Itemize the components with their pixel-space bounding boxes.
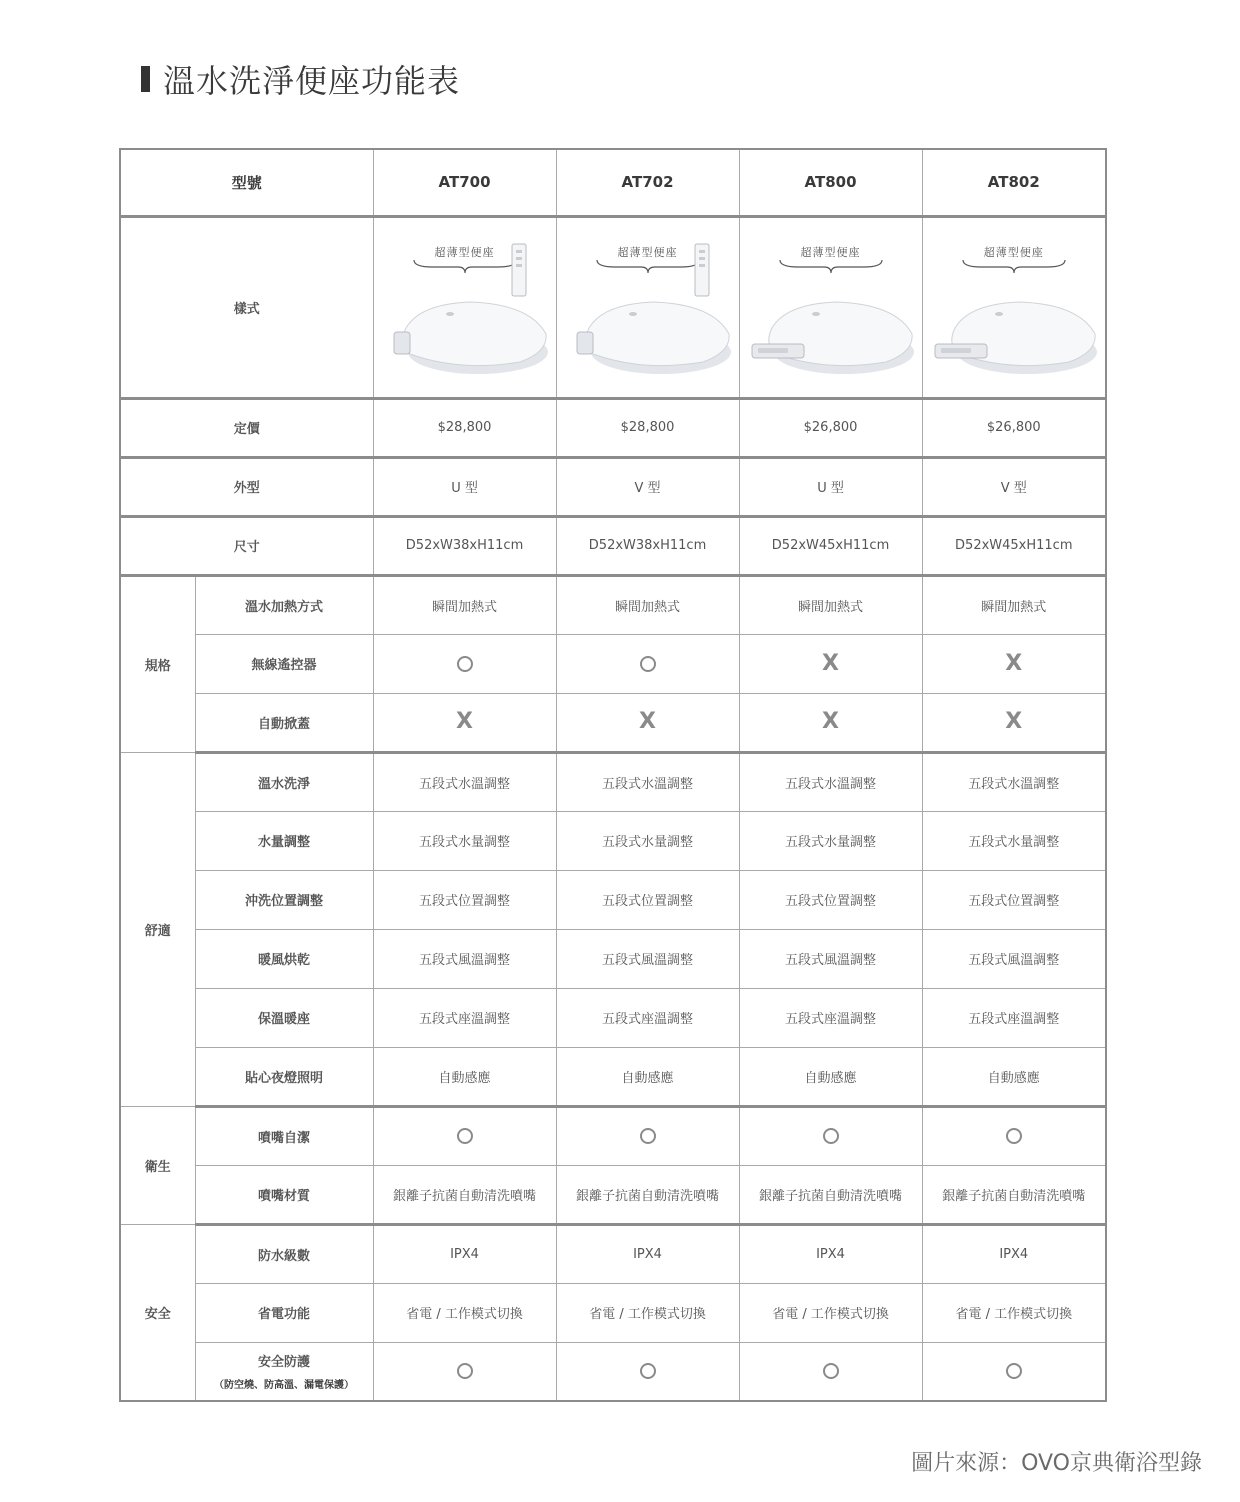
image-source-caption: 圖片來源：OVO京典衛浴型錄 <box>911 1451 1202 1476</box>
night-light-value: 自動感應 <box>922 1047 1106 1106</box>
night-light-label: 貼心夜燈照明 <box>195 1047 373 1106</box>
auto-lid-value <box>922 693 1106 752</box>
nozzle-material-label: 噴嘴材質 <box>195 1165 373 1224</box>
cross-mark-icon: X <box>822 650 839 676</box>
shape-value: U 型 <box>373 457 556 516</box>
dryer-row <box>120 929 1106 988</box>
product-image-at702 <box>556 216 739 398</box>
nozzle-clean-row <box>120 1106 1106 1165</box>
price-label: 定價 <box>120 398 373 457</box>
water-row <box>120 811 1106 870</box>
nozzle-material-value: 銀離子抗菌自動清洗噴嘴 <box>739 1165 922 1224</box>
power-save-label: 省電功能 <box>195 1283 373 1342</box>
position-value: 五段式位置調整 <box>739 870 922 929</box>
protection-value <box>373 1342 556 1401</box>
heating-value: 瞬間加熱式 <box>373 575 556 634</box>
nozzle-material-value: 銀離子抗菌自動清洗噴嘴 <box>556 1165 739 1224</box>
circle-mark-icon <box>1006 1363 1022 1379</box>
style-caption: 超薄型便座 <box>434 245 495 259</box>
protection-label: 安全防護 <box>258 1355 311 1371</box>
waterproof-label: 防水級數 <box>195 1224 373 1283</box>
auto-lid-value <box>556 693 739 752</box>
wash-label: 溫水洗淨 <box>195 752 373 811</box>
shape-value: U 型 <box>739 457 922 516</box>
cross-mark-icon: X <box>822 709 839 734</box>
water-value: 五段式水量調整 <box>373 811 556 870</box>
wash-row <box>120 752 1106 811</box>
cross-mark-icon: X <box>1005 650 1023 676</box>
position-row <box>120 870 1106 929</box>
protection-label-cell <box>195 1342 373 1401</box>
position-value: 五段式位置調整 <box>556 870 739 929</box>
style-caption: 超薄型便座 <box>800 245 861 259</box>
circle-mark-icon <box>640 656 656 672</box>
category-hygiene: 衛生 <box>120 1106 195 1224</box>
remote-value <box>373 634 556 693</box>
position-label: 沖洗位置調整 <box>195 870 373 929</box>
waterproof-value: IPX4 <box>556 1224 739 1283</box>
power-save-row <box>120 1283 1106 1342</box>
brace-icon <box>961 258 1067 274</box>
size-value: D52xW38xH11cm <box>556 516 739 575</box>
style-row <box>120 216 1106 398</box>
heating-value: 瞬間加熱式 <box>922 575 1106 634</box>
wash-value: 五段式水溫調整 <box>556 752 739 811</box>
toilet-seat-icon <box>563 294 733 384</box>
wash-value: 五段式水溫調整 <box>373 752 556 811</box>
protection-value <box>556 1342 739 1401</box>
dryer-value: 五段式風溫調整 <box>922 929 1106 988</box>
size-row <box>120 516 1106 575</box>
brace-icon <box>778 258 884 274</box>
power-save-value: 省電 / 工作模式切換 <box>373 1283 556 1342</box>
waterproof-value: IPX4 <box>922 1224 1106 1283</box>
brace-icon <box>595 258 701 274</box>
category-spec: 規格 <box>120 575 195 752</box>
waterproof-value: IPX4 <box>739 1224 922 1283</box>
model-row <box>120 149 1106 216</box>
seat-heat-value: 五段式座溫調整 <box>373 988 556 1047</box>
model-name: AT700 <box>373 149 556 216</box>
seat-heat-row <box>120 988 1106 1047</box>
auto-lid-label: 自動掀蓋 <box>195 693 373 752</box>
model-name: AT702 <box>556 149 739 216</box>
waterproof-row <box>120 1224 1106 1283</box>
remote-value <box>922 634 1106 693</box>
protection-value <box>739 1342 922 1401</box>
circle-mark-icon <box>640 1128 656 1144</box>
position-value: 五段式位置調整 <box>373 870 556 929</box>
model-name: AT800 <box>739 149 922 216</box>
seat-heat-value: 五段式座溫調整 <box>556 988 739 1047</box>
nozzle-clean-value <box>922 1106 1106 1165</box>
nozzle-clean-value <box>739 1106 922 1165</box>
night-light-row <box>120 1047 1106 1106</box>
price-value: $28,800 <box>373 398 556 457</box>
remote-row <box>120 634 1106 693</box>
night-light-value: 自動感應 <box>373 1047 556 1106</box>
remote-value <box>556 634 739 693</box>
heating-row <box>120 575 1106 634</box>
waterproof-value: IPX4 <box>373 1224 556 1283</box>
circle-mark-icon <box>640 1363 656 1379</box>
power-save-value: 省電 / 工作模式切換 <box>739 1283 922 1342</box>
style-label: 樣式 <box>120 216 373 398</box>
model-name: AT802 <box>922 149 1106 216</box>
product-image-at802 <box>922 216 1106 398</box>
circle-mark-icon <box>457 1128 473 1144</box>
circle-mark-icon <box>823 1363 839 1379</box>
spec-table <box>119 148 1107 1402</box>
product-image-at700 <box>373 216 556 398</box>
wash-value: 五段式水溫調整 <box>922 752 1106 811</box>
seat-heat-label: 保溫暖座 <box>195 988 373 1047</box>
nozzle-clean-value <box>373 1106 556 1165</box>
circle-mark-icon <box>457 656 473 672</box>
water-label: 水量調整 <box>195 811 373 870</box>
seat-heat-value: 五段式座溫調整 <box>922 988 1106 1047</box>
night-light-value: 自動感應 <box>739 1047 922 1106</box>
position-value: 五段式位置調整 <box>922 870 1106 929</box>
auto-lid-value <box>739 693 922 752</box>
nozzle-material-row <box>120 1165 1106 1224</box>
nozzle-material-value: 銀離子抗菌自動清洗噴嘴 <box>922 1165 1106 1224</box>
protection-value <box>922 1342 1106 1401</box>
power-save-value: 省電 / 工作模式切換 <box>922 1283 1106 1342</box>
dryer-value: 五段式風溫調整 <box>373 929 556 988</box>
water-value: 五段式水量調整 <box>922 811 1106 870</box>
style-caption: 超薄型便座 <box>617 245 678 259</box>
dryer-value: 五段式風溫調整 <box>556 929 739 988</box>
shape-row <box>120 457 1106 516</box>
circle-mark-icon <box>457 1363 473 1379</box>
dryer-label: 暖風烘乾 <box>195 929 373 988</box>
power-save-value: 省電 / 工作模式切換 <box>556 1283 739 1342</box>
water-value: 五段式水量調整 <box>556 811 739 870</box>
size-value: D52xW38xH11cm <box>373 516 556 575</box>
dryer-value: 五段式風溫調整 <box>739 929 922 988</box>
night-light-value: 自動感應 <box>556 1047 739 1106</box>
auto-lid-row <box>120 693 1106 752</box>
nozzle-material-value: 銀離子抗菌自動清洗噴嘴 <box>373 1165 556 1224</box>
price-value: $26,800 <box>739 398 922 457</box>
shape-value: V 型 <box>556 457 739 516</box>
brace-icon <box>412 258 518 274</box>
circle-mark-icon <box>823 1128 839 1144</box>
seat-heat-value: 五段式座溫調整 <box>739 988 922 1047</box>
toilet-seat-icon <box>929 294 1099 384</box>
wash-value: 五段式水溫調整 <box>739 752 922 811</box>
heating-label: 溫水加熱方式 <box>195 575 373 634</box>
size-value: D52xW45xH11cm <box>922 516 1106 575</box>
page-title: 溫水洗淨便座功能表 <box>163 62 461 100</box>
heating-value: 瞬間加熱式 <box>739 575 922 634</box>
circle-mark-icon <box>1006 1128 1022 1144</box>
price-value: $28,800 <box>556 398 739 457</box>
title-accent-bar <box>141 66 150 92</box>
shape-label: 外型 <box>120 457 373 516</box>
price-value: $26,800 <box>922 398 1106 457</box>
category-safety: 安全 <box>120 1224 195 1401</box>
nozzle-clean-value <box>556 1106 739 1165</box>
model-header: 型號 <box>120 149 373 216</box>
category-comfort: 舒適 <box>120 752 195 1106</box>
shape-value: V 型 <box>922 457 1106 516</box>
cross-mark-icon: X <box>1005 709 1023 734</box>
remote-control-icon <box>693 242 711 298</box>
cross-mark-icon: X <box>456 709 473 734</box>
auto-lid-value <box>373 693 556 752</box>
toilet-seat-icon <box>746 294 916 384</box>
nozzle-clean-label: 噴嘴自潔 <box>195 1106 373 1165</box>
protection-row <box>120 1342 1106 1401</box>
style-caption: 超薄型便座 <box>983 245 1044 259</box>
size-value: D52xW45xH11cm <box>739 516 922 575</box>
product-image-at800 <box>739 216 922 398</box>
water-value: 五段式水量調整 <box>739 811 922 870</box>
toilet-seat-icon <box>380 294 550 384</box>
heating-value: 瞬間加熱式 <box>556 575 739 634</box>
price-row <box>120 398 1106 457</box>
remote-value <box>739 634 922 693</box>
remote-label: 無線遙控器 <box>195 634 373 693</box>
protection-note: （防空燒、防高溫、漏電保護） <box>214 1380 354 1392</box>
cross-mark-icon: X <box>639 709 656 734</box>
remote-control-icon <box>510 242 528 298</box>
size-label: 尺寸 <box>120 516 373 575</box>
